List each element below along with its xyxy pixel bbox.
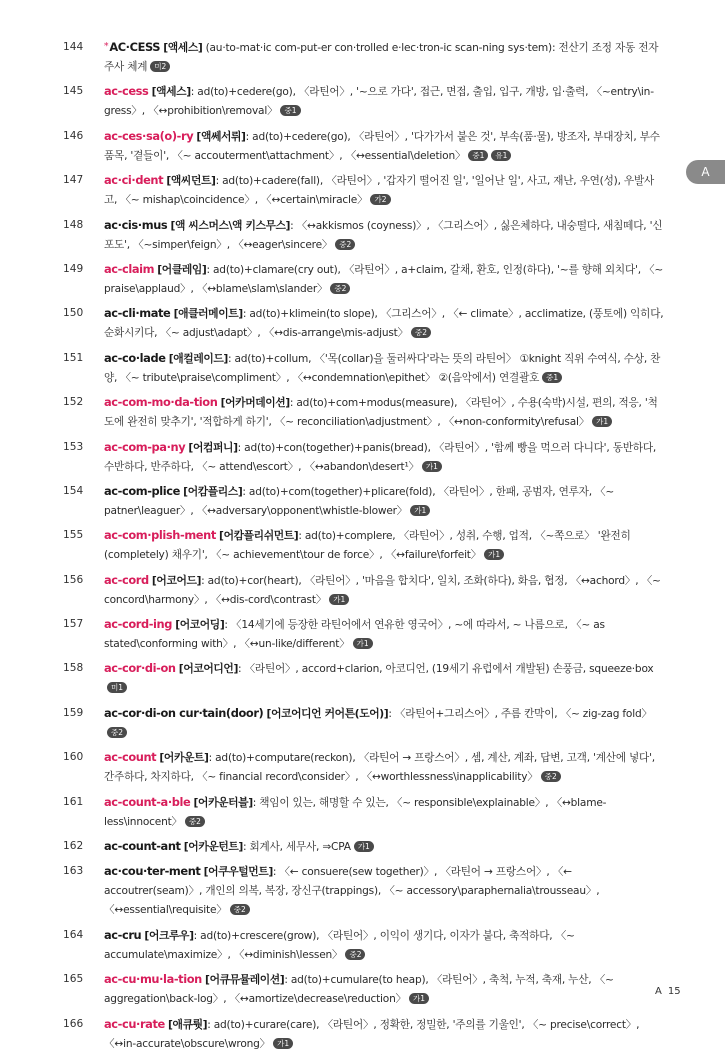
entry-headword: ac-com-mo·da-tion <box>104 395 218 410</box>
entry-text <box>104 837 666 857</box>
entry-headword: ac-ces·sa(o)-ry <box>104 128 194 143</box>
entry-pronunciation: [어큐뮤뮬레이션] <box>205 973 285 987</box>
entry-definition: : 〈14세기에 등장한 라틴어에서 연유한 영국어〉, ~에 따라서, ~ 나름으로, 〈~ as stated\conforming with〉, 〈↔un-like/different〉 <box>104 619 605 651</box>
entry-headword: ac-cord <box>104 572 149 587</box>
entry-number: 158 <box>63 662 84 675</box>
entry-definition: : ad(to)+cedere(go), 〈라틴어〉, '다가가서 붙은 것', 부속(품·물), 방조자, 부대장치, 부수품목, '곁들이', 〈~ accouterment\attachment〉, 〈↔essential\deletion〉 <box>104 130 660 162</box>
entry-headword: ac-cu·rate <box>104 1016 165 1031</box>
dictionary-entry <box>0 1015 725 1054</box>
entry-pronunciation: [액쎄서뤼] <box>196 129 246 143</box>
level-badge: 중2 <box>411 327 431 338</box>
entry-number: 156 <box>63 573 84 586</box>
level-badge: 중2 <box>335 239 355 250</box>
entry-number: 147 <box>63 174 84 187</box>
entry-pronunciation: [애컬레이드] <box>168 351 228 365</box>
entry-definition: : 〈라틴어+그리스어〉, 주름 칸막이, 〈~ zig-zag fold〉 <box>388 707 652 720</box>
entry-definition: (au·to-mat·ic com-put-er con·trolled e·lec·tron-ic scan-ning sys·tem): 전산기 조정 자동 전자 주사 체계 <box>104 42 659 73</box>
dictionary-entry <box>0 970 725 1009</box>
dictionary-entry <box>0 704 725 743</box>
entry-headword: ac·cou·ter-ment <box>104 864 201 879</box>
entry-headword: ac-co·lade <box>104 350 166 365</box>
entry-headword: ac-cru <box>104 927 142 942</box>
entry-text <box>104 260 666 299</box>
dictionary-entries <box>0 38 725 1059</box>
level-badge: 가1 <box>409 993 429 1004</box>
entry-number: 152 <box>63 396 84 409</box>
entry-text <box>104 393 666 432</box>
level-badge: 중2 <box>541 771 561 782</box>
entry-headword: ac-count-a·ble <box>104 794 191 809</box>
entry-number: 166 <box>63 1017 84 1030</box>
entry-text <box>104 349 666 388</box>
dictionary-entry <box>0 260 725 299</box>
level-badge: 가2 <box>370 194 390 205</box>
dictionary-entry <box>0 438 725 477</box>
entry-pronunciation: [어코어드] <box>151 573 202 587</box>
entry-number: 144 <box>63 41 84 53</box>
level-badge: 중2 <box>185 816 205 827</box>
dictionary-entry <box>0 862 725 920</box>
entry-definition: : ad(to)+cedere(go), 〈라틴어〉, '~으로 가다', 접근, 면접, 출입, 입구, 개방, 입·출력, 〈~entry\in-gress〉, 〈↔prohibition\removal〉 <box>104 86 654 118</box>
entry-pronunciation: [어크루우] <box>144 928 194 942</box>
dictionary-entry <box>0 393 725 432</box>
entry-pronunciation: [어코어디언 커어튼(도어)] <box>266 706 389 720</box>
entry-number: 160 <box>63 751 84 764</box>
level-badge: 중1 <box>542 372 562 383</box>
entry-definition: : ad(to)+cadere(fall), 〈라틴어〉, '갑자기 떨어진 일', '일어난 일', 사고, 재난, 우연(성), 우발사고, 〈~ mishap\coincidence〉, 〈↔certain\miracle〉 <box>104 175 655 207</box>
entry-definition: : ad(to)+curare(care), 〈라틴어〉, 정확한, 정밀한, '주의를 기울인', 〈~ precise\correct〉, 〈↔in-accurate\obscure\wrong〉 <box>104 1018 640 1050</box>
entry-pronunciation: [어카운트] <box>159 751 209 765</box>
entry-headword: ac-cord-ing <box>104 617 173 632</box>
entry-text <box>104 304 666 343</box>
entry-number: 161 <box>63 795 84 808</box>
entry-number: 145 <box>63 85 84 98</box>
dictionary-entry <box>0 571 725 610</box>
entry-text <box>104 82 666 121</box>
section-tab-letter: A <box>701 165 710 179</box>
entry-pronunciation: [어캄플리쉬먼트] <box>219 529 299 543</box>
level-badge: 중2 <box>345 949 365 960</box>
level-badge: 가1 <box>273 1038 293 1049</box>
entry-headword: AC·CESS <box>109 40 161 54</box>
entry-pronunciation: [액세스] <box>163 41 203 54</box>
entry-text <box>104 38 666 77</box>
level-badge: 미2 <box>150 61 170 72</box>
section-tab[interactable] <box>686 160 725 184</box>
entry-text <box>104 793 666 832</box>
entry-headword: ac-cess <box>104 84 149 99</box>
entry-pronunciation: [어캄플리스] <box>183 484 243 498</box>
entry-number: 149 <box>63 262 84 275</box>
entry-number: 154 <box>63 484 84 497</box>
entry-text <box>104 970 666 1009</box>
dictionary-entry <box>0 482 725 521</box>
dictionary-entry <box>0 216 725 255</box>
entry-headword: ac-com-plice <box>104 483 180 498</box>
entry-definition: : ad(to)+complere, 〈라틴어〉, 성취, 수행, 업적, 〈~쪽으로〉 '완전히(completely) 채우기', 〈~ achievement\tour de force〉, 〈↔failure\forfeit〉 <box>104 530 631 562</box>
entry-text <box>104 438 666 477</box>
entry-definition: : ad(to)+cumulare(to heap), 〈라틴어〉, 축척, 누적, 축재, 누산, 〈~ aggregation\back-log〉, 〈↔amortize\decrease\reduction〉 <box>104 974 614 1006</box>
entry-number: 163 <box>63 865 84 878</box>
dictionary-entry <box>0 837 725 857</box>
dictionary-entry <box>0 526 725 565</box>
entry-number: 157 <box>63 618 84 631</box>
entry-number: 159 <box>63 706 84 719</box>
entry-number: 162 <box>63 840 84 853</box>
entry-text <box>104 171 666 210</box>
entry-text <box>104 926 666 965</box>
entry-definition: : ad(to)+com(together)+plicare(fold), 〈라틴어〉, 한패, 공범자, 연루자, 〈~ patner\leaguer〉, 〈↔adversary\opponent\whistle-blower〉 <box>104 485 615 517</box>
dictionary-entry <box>0 926 725 965</box>
entry-pronunciation: [어클레임] <box>157 262 207 276</box>
footer-section-letter: A <box>655 986 662 997</box>
entry-text <box>104 482 666 521</box>
entry-pronunciation: [액씨던트] <box>166 174 216 188</box>
entry-text <box>104 526 666 565</box>
entry-headword: ac·cis·mus <box>104 217 168 232</box>
entry-number: 153 <box>63 440 84 453</box>
entry-definition: : ad(to)+clamare(cry out), 〈라틴어〉, a+claim, 갈채, 환호, 인정(하다), '~를 향해 외치다', 〈~ praise\applaud〉, 〈↔blame\slam\slander〉 <box>104 263 664 295</box>
entry-number: 151 <box>63 351 84 364</box>
entry-definition: : ad(to)+computare(reckon), 〈라틴어 → 프랑스어〉, 셈, 계산, 계좌, 답변, 고객, '계산에 넣다', 간주하다, 차지하다, 〈~ financial record\consider〉, 〈↔worthlessness\inapplicability〉 <box>104 752 655 784</box>
entry-number: 155 <box>63 529 84 542</box>
level-badge: 유1 <box>491 150 511 161</box>
star-icon: * <box>104 42 109 52</box>
entry-definition: : 회계사, 세무사, ⇒CPA <box>242 841 351 854</box>
entry-definition: : ad(to)+cor(heart), 〈라틴어〉, '마음을 합치다', 일치, 조화(하다), 화음, 협정, 〈↔achord〉, 〈~ concord\harmony〉, 〈↔dis-cord\contrast〉 <box>104 574 661 606</box>
dictionary-entry <box>0 748 725 787</box>
entry-definition: : ad(to)+con(together)+panis(bread), 〈라틴어〉, '함께 빵을 먹으러 다니다', 동반하다, 수반하다, 반주하다, 〈~ attend\escort〉, 〈↔abandon\desert¹〉 <box>104 441 657 473</box>
entry-pronunciation: [어카머데이션] <box>220 396 290 410</box>
level-badge: 가1 <box>354 841 374 852</box>
level-badge: 중1 <box>468 150 488 161</box>
entry-text <box>104 1015 666 1054</box>
entry-headword: ac·ci·dent <box>104 173 164 188</box>
level-badge: 중2 <box>330 283 350 294</box>
level-badge: 중1 <box>280 105 300 116</box>
entry-definition: : 책임이 있는, 해명할 수 있는, 〈~ responsible\explainable〉, 〈↔blame-less\innocent〉 <box>104 796 607 828</box>
entry-pronunciation: [어코어디언] <box>178 662 238 676</box>
level-badge: 가1 <box>484 549 504 560</box>
entry-text <box>104 704 666 743</box>
entry-definition: : ad(to)+com+modus(measure), 〈라틴어〉, 수용(숙박)시설, 편의, 적응, '척도에 완전히 맞추기', '적합하게 하기', 〈~ reconciliation\adjustment〉, 〈↔non-conformity\refusal〉 <box>104 397 658 429</box>
entry-text <box>104 862 666 920</box>
entry-definition: : 〈라틴어〉, accord+clarion, 아코디언, (19세기 유럽에서 개발된) 손풍금, squeeze·box <box>238 663 654 676</box>
level-badge: 가1 <box>592 416 612 427</box>
dictionary-entry <box>0 304 725 343</box>
entry-number: 150 <box>63 307 84 320</box>
entry-headword: ac-com-pa·ny <box>104 439 186 454</box>
entry-text <box>104 127 666 166</box>
dictionary-entry <box>0 793 725 832</box>
entry-headword: ac-cli·mate <box>104 306 171 321</box>
entry-headword: ac-claim <box>104 261 155 276</box>
entry-pronunciation: [액 씨스머스\액 키스무스] <box>170 218 291 232</box>
dictionary-entry <box>0 82 725 121</box>
dictionary-entry <box>0 615 725 654</box>
entry-pronunciation: [어쿠우털먼트] <box>203 865 273 879</box>
page-number: 15 <box>667 986 681 997</box>
entry-text <box>104 615 666 654</box>
entry-text <box>104 216 666 255</box>
entry-pronunciation: [애클러메이트] <box>173 307 243 321</box>
entry-headword: ac-cor·di-on cur·tain(door) <box>104 705 264 720</box>
entry-headword: ac-count-ant <box>104 839 181 854</box>
entry-definition: : 〈↔akkismos (coyness)〉, 〈그리스어〉, 싫은체하다, 내숭떨다, 새침떼다, '신포도', 〈~simper\feign〉, 〈↔eager\sincere〉 <box>104 219 663 251</box>
entry-text <box>104 659 666 698</box>
entry-number: 148 <box>63 218 84 231</box>
page-footer <box>655 986 687 997</box>
entry-text <box>104 748 666 787</box>
level-badge: 가1 <box>329 594 349 605</box>
level-badge: 미1 <box>107 682 127 693</box>
entry-definition: : ad(to)+collum, 〈'목(collar)을 둘러싸다'라는 뜻의 라틴어〉 ①knight 직위 수여식, 수상, 찬양, 〈~ tribute\praise\compliment〉, 〈↔condemnation\epithet〉 ②(음악에서) 연결괄호 <box>104 352 661 384</box>
level-badge: 가1 <box>422 461 442 472</box>
entry-definition: : 〈← consuere(sew together)〉, 〈라틴어 → 프랑스어〉, 〈← accoutrer(seam)〉, 개인의 의복, 복장, 장신구(trappings), 〈~ accessory\paraphernalia\trousseau〉, 〈↔essential\requisite〉 <box>104 866 600 917</box>
entry-pronunciation: [액세스] <box>151 85 191 99</box>
entry-number: 164 <box>63 928 84 941</box>
level-badge: 중2 <box>230 904 250 915</box>
entry-definition: : ad(to)+klimein(to slope), 〈그리스어〉, 〈← climate〉, acclimatize, (풍토에) 익히다, 순화시키다, 〈~ adjust\adapt〉, 〈↔dis-arrange\mis-adjust〉 <box>104 308 664 340</box>
dictionary-entry <box>0 349 725 388</box>
entry-text <box>104 571 666 610</box>
entry-headword: ac-count <box>104 750 157 765</box>
entry-pronunciation: [어카운터블] <box>193 795 253 809</box>
entry-pronunciation: [애큐뤗] <box>168 1017 208 1031</box>
dictionary-entry <box>0 659 725 698</box>
dictionary-entry <box>0 38 725 77</box>
entry-definition: : ad(to)+crescere(grow), 〈라틴어〉, 이익이 생기다, 이자가 붙다, 축적하다, 〈~ accumulate\maximize〉, 〈↔diminish\lessen〉 <box>104 929 575 961</box>
entry-number: 146 <box>63 129 84 142</box>
entry-headword: ac-cor·di-on <box>104 661 176 676</box>
level-badge: 가1 <box>410 505 430 516</box>
entry-headword: ac-cu·mu·la-tion <box>104 972 202 987</box>
entry-pronunciation: [어코어딩] <box>175 618 225 632</box>
entry-headword: ac-com·plish-ment <box>104 528 216 543</box>
dictionary-entry <box>0 127 725 166</box>
entry-pronunciation: [어카운턴트] <box>183 840 243 854</box>
entry-number: 165 <box>63 973 84 986</box>
dictionary-entry <box>0 171 725 210</box>
level-badge: 중2 <box>107 727 127 738</box>
level-badge: 가1 <box>353 638 373 649</box>
entry-pronunciation: [어컴퍼니] <box>188 440 238 454</box>
